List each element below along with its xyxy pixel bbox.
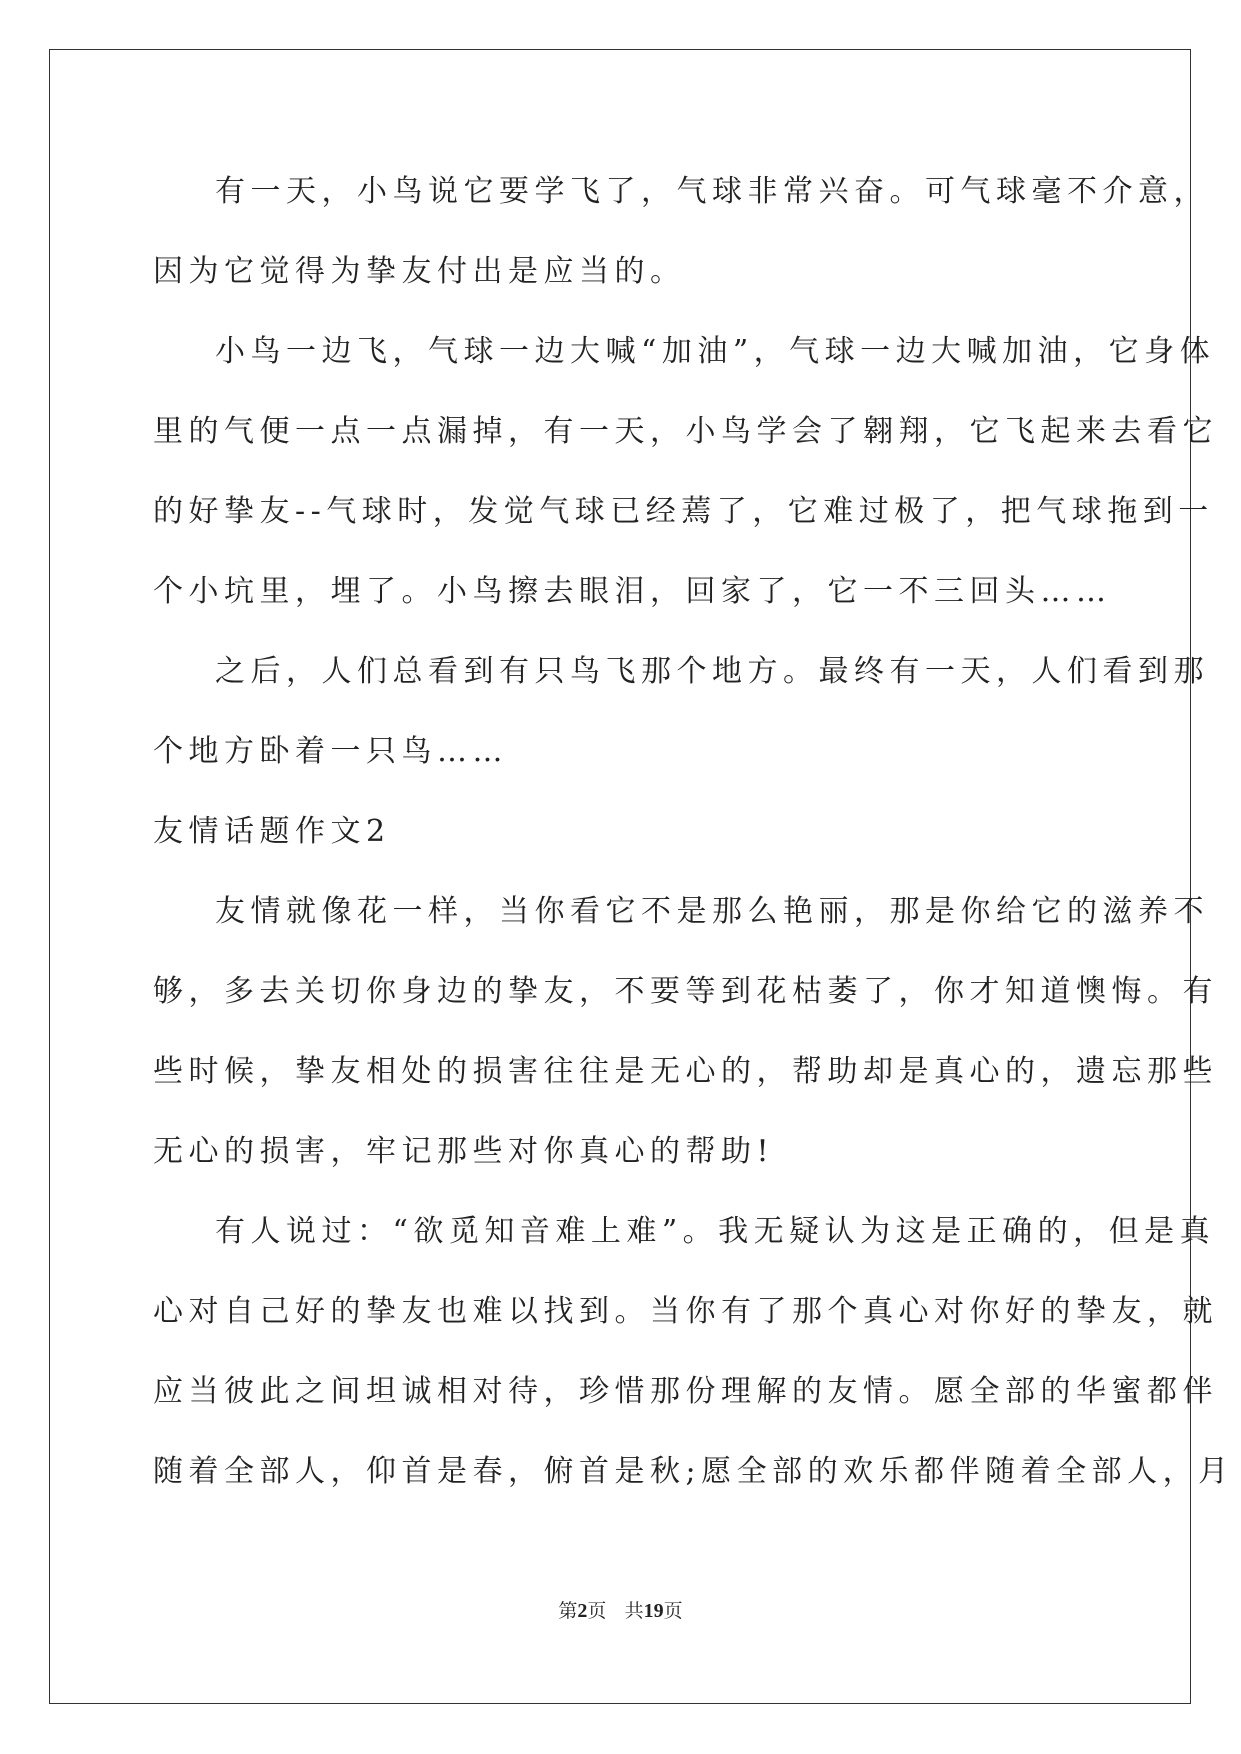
text-line: 无心的损害，牢记那些对你真心的帮助! [153,1134,775,1169]
page-footer [0,1596,1241,1623]
text-line: 友情就像花一样，当你看它不是那么艳丽，那是你给它的滋养不 [215,894,1209,929]
text-line: 应当彼此之间坦诚相对待，珍惜那份理解的友情。愿全部的华蜜都伴 [153,1374,1218,1409]
text-line: 里的气便一点一点漏掉，有一天，小鸟学会了翱翔，它飞起来去看它 [153,414,1218,449]
footer-prefix: 第 [558,1600,578,1622]
text-line: 心对自己好的挚友也难以找到。当你有了那个真心对你好的挚友，就 [153,1294,1218,1329]
footer-total-prefix: 共 [624,1600,644,1622]
footer-total-pages: 19 [643,1600,664,1622]
text-line: 小鸟一边飞，气球一边大喊“加油”，气球一边大喊加油，它身体 [215,334,1216,369]
document-body [153,160,1234,1520]
text-line: 之后，人们总看到有只鸟飞那个地方。最终有一天，人们看到那 [215,654,1209,689]
text-line: 个地方卧着一只鸟…… [153,734,508,769]
text-line: 因为它觉得为挚友付出是应当的。 [153,254,686,289]
footer-page-number: 2 [577,1600,588,1622]
text-line: 有一天，小鸟说它要学飞了，气球非常兴奋。可气球毫不介意， [215,174,1209,209]
footer-page-suffix: 页 [587,1600,607,1622]
text-line: 有人说过：“欲觅知音难上难”。我无疑认为这是正确的，但是真 [215,1214,1216,1249]
text-line: 够，多去关切你身边的挚友，不要等到花枯萎了，你才知道懊悔。有 [153,974,1218,1009]
text-line: 随着全部人，仰首是春，俯首是秋;愿全部的欢乐都伴随着全部人，月 [153,1454,1234,1489]
text-line: 的好挚友--气球时，发觉气球已经蔫了，它难过极了，把气球拖到一 [153,494,1214,529]
section-heading: 友情话题作文2 [153,814,391,849]
text-line: 些时候，挚友相处的损害往往是无心的，帮助却是真心的，遗忘那些 [153,1054,1218,1089]
text-line: 个小坑里，埋了。小鸟擦去眼泪，回家了，它一不三回头…… [153,574,1112,609]
footer-total-suffix: 页 [663,1600,683,1622]
